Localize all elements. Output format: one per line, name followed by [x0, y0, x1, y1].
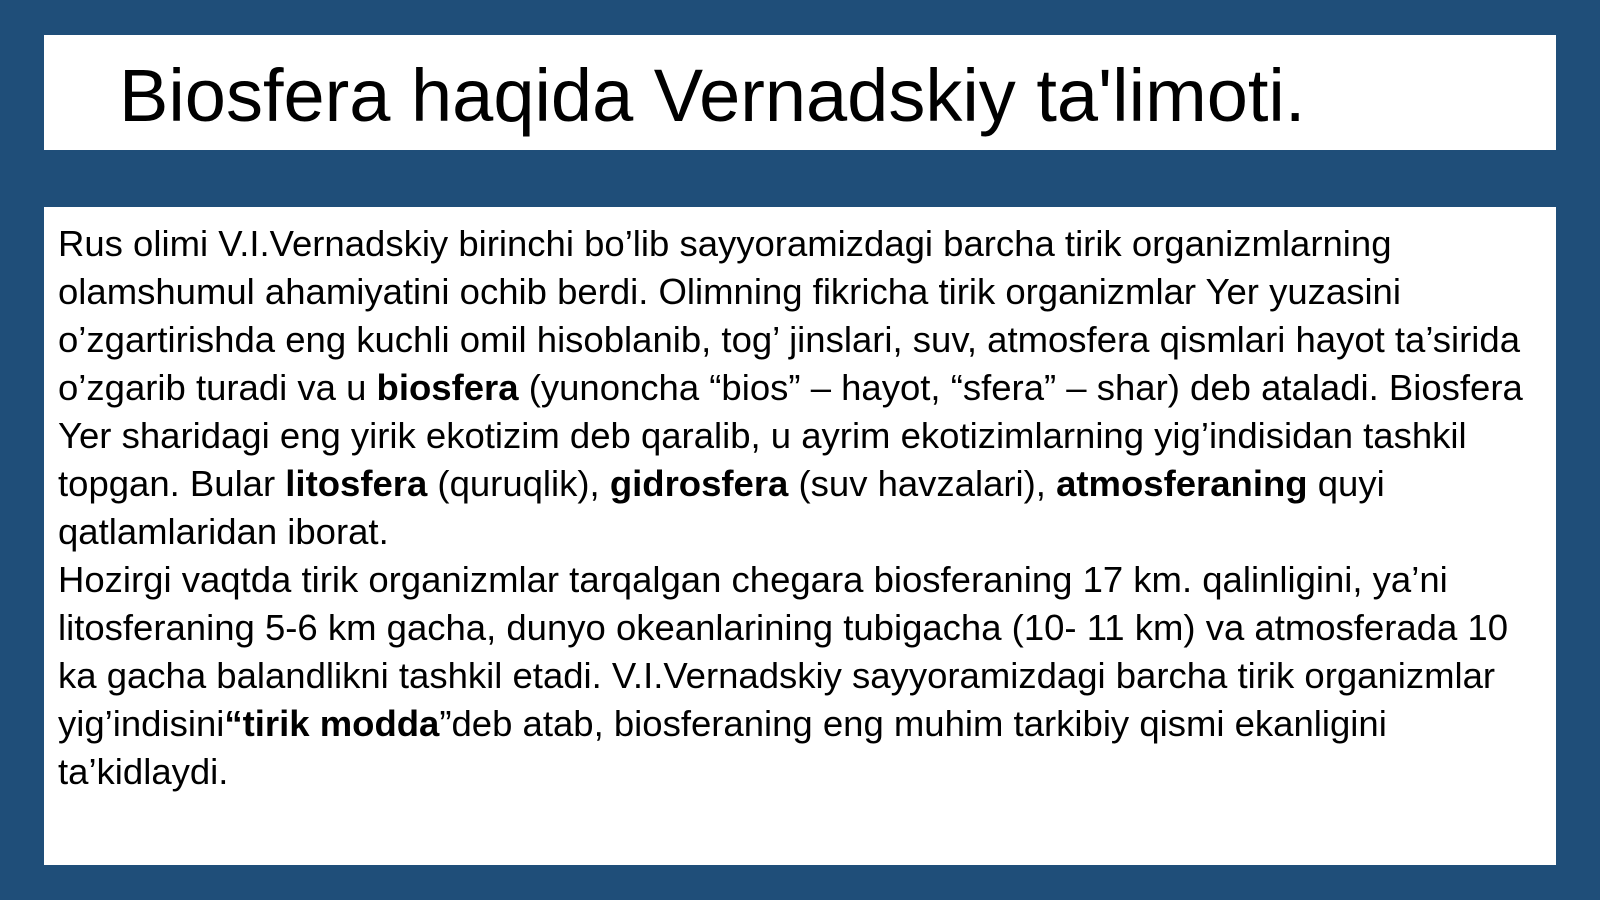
- slide-title: Biosfera haqida Vernadskiy ta'limoti.: [119, 54, 1306, 137]
- term-gidrosfera: gidrosfera: [609, 463, 789, 504]
- paragraph-text: (suv havzalari),: [788, 463, 1057, 504]
- paragraph-text: quyi qatlamlaridan iborat.: [58, 463, 1385, 552]
- paragraph-biosphere-definition: [58, 220, 1544, 556]
- paragraph-text: Hozirgi vaqtda tirik organizmlar tarqalgan chegara biosferaning 17 km. qalinligini, ya’ni litosferaning 5-6 km gacha, dunyo okeanlarining tubigacha (10- 11 km) va atmosferada 10 ka gacha balandlikni tashkil etadi. V.I.Vernadskiy sayyoramizdagi barcha tirik organizmlar yig’indisini: [58, 559, 1509, 744]
- paragraph-text: ”deb atab, biosferaning eng muhim tarkibiy qismi ekanligini ta’kidlaydi.: [58, 703, 1387, 792]
- title-panel: [44, 35, 1556, 150]
- term-litosfera: litosfera: [285, 463, 428, 504]
- paragraph-text: Rus olimi V.I.Vernadskiy birinchi bo’lib sayyoramizdagi barcha tirik organizmlarning olamshumul ahamiyatini ochib berdi. Olimning fikricha tirik organizmlar Yer yuzasini o’zgartirishda eng kuchli omil hisoblanib, tog’ jinslari, suv, atmosfera qismlari hayot ta’sirida o’zgarib turadi va u: [58, 223, 1521, 408]
- term-biosfera: biosfera: [376, 367, 519, 408]
- content-panel: [44, 207, 1556, 865]
- paragraph-biosphere-boundaries: [58, 556, 1544, 796]
- term-atmosferaning: atmosferaning: [1056, 463, 1308, 504]
- term-tirik-modda: “tirik modda: [224, 703, 440, 744]
- paragraph-text: (quruqlik),: [427, 463, 610, 504]
- paragraph-text: (yunoncha “bios” – hayot, “sfera” – shar) deb ataladi. Biosfera Yer sharidagi eng yirik ekotizim deb qaralib, u ayrim ekotizimlarning yig’indisidan tashkil topgan. Bular: [58, 367, 1523, 504]
